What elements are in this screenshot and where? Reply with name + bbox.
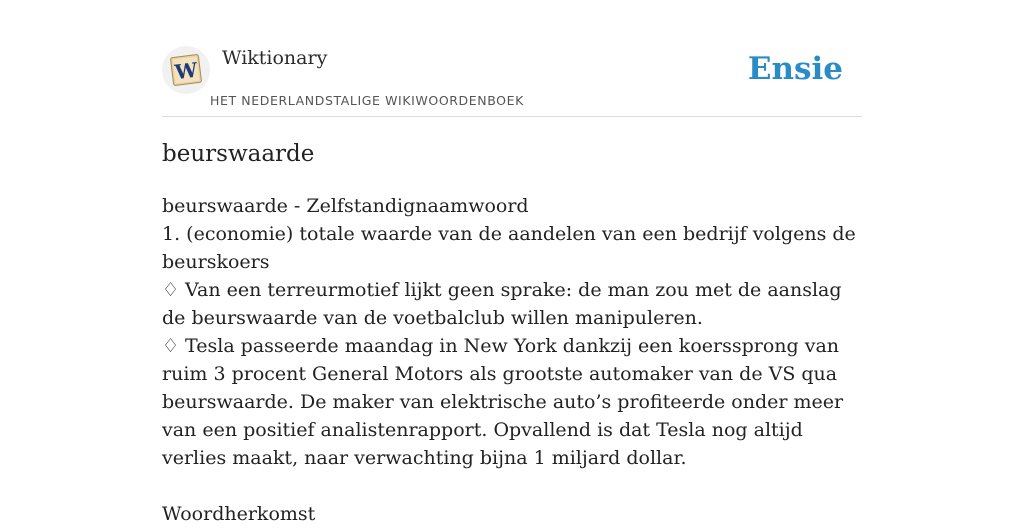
- page-title: beurswaarde: [162, 141, 315, 167]
- example-item: [162, 332, 862, 472]
- site-header: [162, 40, 862, 117]
- site-name[interactable]: Wiktionary: [222, 47, 328, 69]
- logo-tile-graphic: [162, 46, 210, 94]
- example-marker-icon: ♢: [162, 279, 180, 301]
- entry-heading-line: beurswaarde - Zelfstandignaamwoord: [162, 195, 529, 217]
- example-marker-icon: ♢: [162, 335, 180, 357]
- example-item: [162, 276, 862, 332]
- example-text: Van een terreurmotief lijkt geen sprake: de man zou met de aanslag de beurswaarde van de voetbalclub willen manipuleren.: [162, 279, 842, 329]
- site-tagline: HET NEDERLANDSTALIGE WIKIWOORDENBOEK: [210, 93, 524, 108]
- example-text: Tesla passeerde maandag in New York dankzij een koerssprong van ruim 3 procent General Motors als grootste automaker van de VS qua beurswaarde. De maker van elektrische auto’s profiteerde onder meer van een positief analistenrapport. Opvallend is dat Tesla nog altijd verlies maakt, naar verwachting bijna 1 miljard dollar.: [162, 335, 844, 469]
- entry-content: [162, 192, 862, 528]
- section-heading-etymology: Woordherkomst: [162, 503, 316, 525]
- definition-text: 1. (economie) totale waarde van de aandelen van een bedrijf volgens de beurskoers: [162, 223, 856, 273]
- ensie-brand-link[interactable]: Ensie: [747, 51, 843, 87]
- logo-letter: W: [173, 57, 199, 85]
- wiktionary-logo-icon[interactable]: [162, 46, 210, 94]
